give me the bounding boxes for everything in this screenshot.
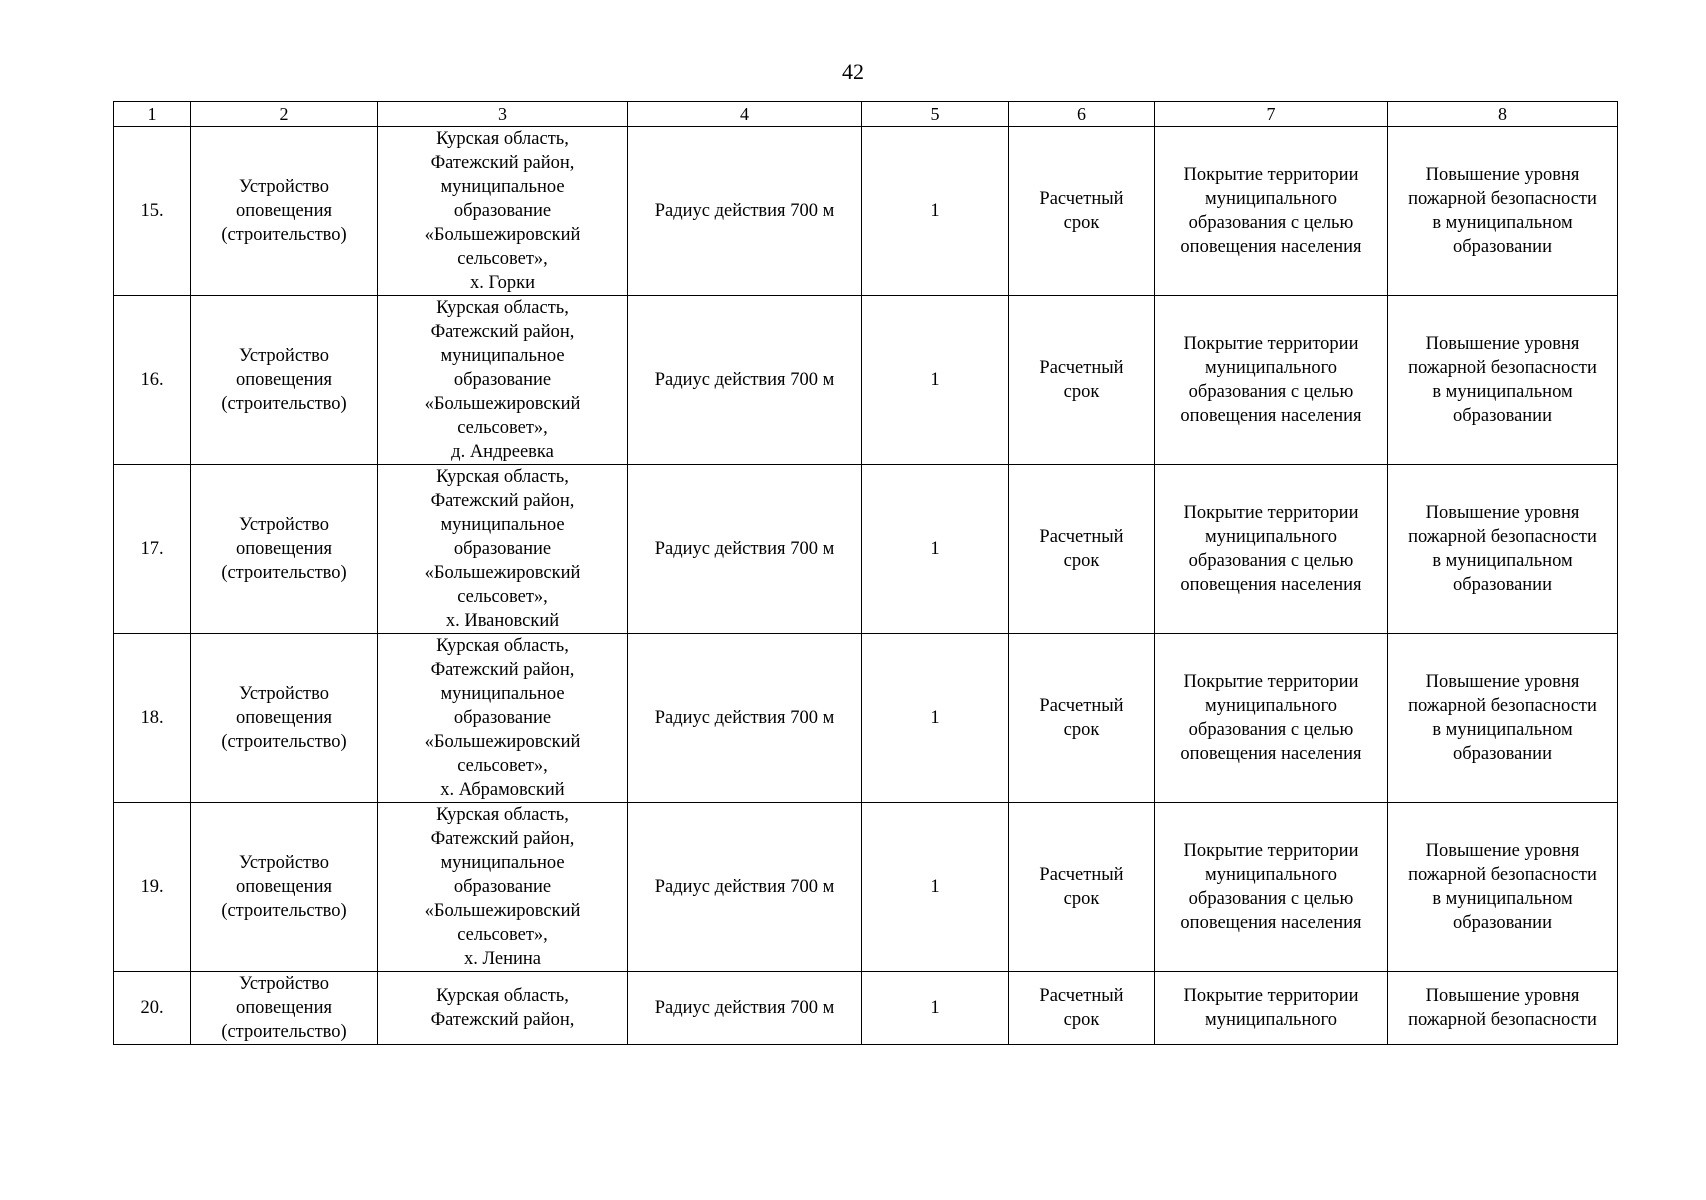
measure-result: Повышение уровня пожарной безопасности в муниципальном образовании xyxy=(1388,127,1618,296)
measure-name: Устройство оповещения (строительство) xyxy=(191,634,378,803)
column-number: 8 xyxy=(1388,102,1618,127)
measure-location: Курская область, Фатежский район, муниципальное образование «Большежировский сельсовет», х. Абрамовский xyxy=(378,634,628,803)
measure-parameter: Радиус действия 700 м xyxy=(628,634,862,803)
measures-table xyxy=(113,101,1618,1045)
table-row xyxy=(114,634,1618,803)
column-number-row xyxy=(114,102,1618,127)
measure-term: Расчетный срок xyxy=(1009,465,1155,634)
row-number: 17. xyxy=(114,465,191,634)
measure-purpose: Покрытие территории муниципального образования с целью оповещения населения xyxy=(1155,634,1388,803)
measure-name: Устройство оповещения (строительство) xyxy=(191,972,378,1045)
measure-quantity: 1 xyxy=(862,296,1009,465)
measure-name: Устройство оповещения (строительство) xyxy=(191,296,378,465)
measure-result: Повышение уровня пожарной безопасности в муниципальном образовании xyxy=(1388,296,1618,465)
measure-location: Курская область, Фатежский район, муниципальное образование «Большежировский сельсовет», д. Андреевка xyxy=(378,296,628,465)
table-row xyxy=(114,296,1618,465)
measure-name: Устройство оповещения (строительство) xyxy=(191,465,378,634)
measure-name: Устройство оповещения (строительство) xyxy=(191,803,378,972)
column-number: 6 xyxy=(1009,102,1155,127)
measure-purpose: Покрытие территории муниципального образования с целью оповещения населения xyxy=(1155,127,1388,296)
measure-purpose: Покрытие территории муниципального образования с целью оповещения населения xyxy=(1155,803,1388,972)
row-number: 18. xyxy=(114,634,191,803)
measure-purpose: Покрытие территории муниципального образования с целью оповещения населения xyxy=(1155,465,1388,634)
measure-parameter: Радиус действия 700 м xyxy=(628,127,862,296)
measure-location: Курская область, Фатежский район, муниципальное образование «Большежировский сельсовет», х. Горки xyxy=(378,127,628,296)
measure-term: Расчетный срок xyxy=(1009,972,1155,1045)
measure-parameter: Радиус действия 700 м xyxy=(628,803,862,972)
page-number: 42 xyxy=(842,59,864,84)
table-row xyxy=(114,465,1618,634)
table-row xyxy=(114,803,1618,972)
measure-quantity: 1 xyxy=(862,634,1009,803)
measure-purpose: Покрытие территории муниципального образования с целью оповещения населения xyxy=(1155,296,1388,465)
measure-term: Расчетный срок xyxy=(1009,634,1155,803)
column-number: 5 xyxy=(862,102,1009,127)
row-number: 19. xyxy=(114,803,191,972)
column-number: 3 xyxy=(378,102,628,127)
measure-location: Курская область, Фатежский район, муниципальное образование «Большежировский сельсовет», х. Ленина xyxy=(378,803,628,972)
measure-quantity: 1 xyxy=(862,803,1009,972)
measure-term: Расчетный срок xyxy=(1009,127,1155,296)
measure-term: Расчетный срок xyxy=(1009,296,1155,465)
column-number: 7 xyxy=(1155,102,1388,127)
measure-parameter: Радиус действия 700 м xyxy=(628,465,862,634)
measure-location: Курская область, Фатежский район, xyxy=(378,972,628,1045)
measure-parameter: Радиус действия 700 м xyxy=(628,972,862,1045)
row-number: 15. xyxy=(114,127,191,296)
measure-result: Повышение уровня пожарной безопасности в муниципальном образовании xyxy=(1388,803,1618,972)
column-number: 1 xyxy=(114,102,191,127)
measure-quantity: 1 xyxy=(862,465,1009,634)
table-row xyxy=(114,972,1618,1045)
row-number: 20. xyxy=(114,972,191,1045)
measure-name: Устройство оповещения (строительство) xyxy=(191,127,378,296)
measure-result: Повышение уровня пожарной безопасности в муниципальном образовании xyxy=(1388,465,1618,634)
measure-term: Расчетный срок xyxy=(1009,803,1155,972)
measure-parameter: Радиус действия 700 м xyxy=(628,296,862,465)
measure-quantity: 1 xyxy=(862,972,1009,1045)
measure-result: Повышение уровня пожарной безопасности xyxy=(1388,972,1618,1045)
measure-purpose: Покрытие территории муниципального xyxy=(1155,972,1388,1045)
column-number: 2 xyxy=(191,102,378,127)
column-number: 4 xyxy=(628,102,862,127)
measure-result: Повышение уровня пожарной безопасности в муниципальном образовании xyxy=(1388,634,1618,803)
measure-quantity: 1 xyxy=(862,127,1009,296)
measure-location: Курская область, Фатежский район, муниципальное образование «Большежировский сельсовет», х. Ивановский xyxy=(378,465,628,634)
row-number: 16. xyxy=(114,296,191,465)
table-row xyxy=(114,127,1618,296)
